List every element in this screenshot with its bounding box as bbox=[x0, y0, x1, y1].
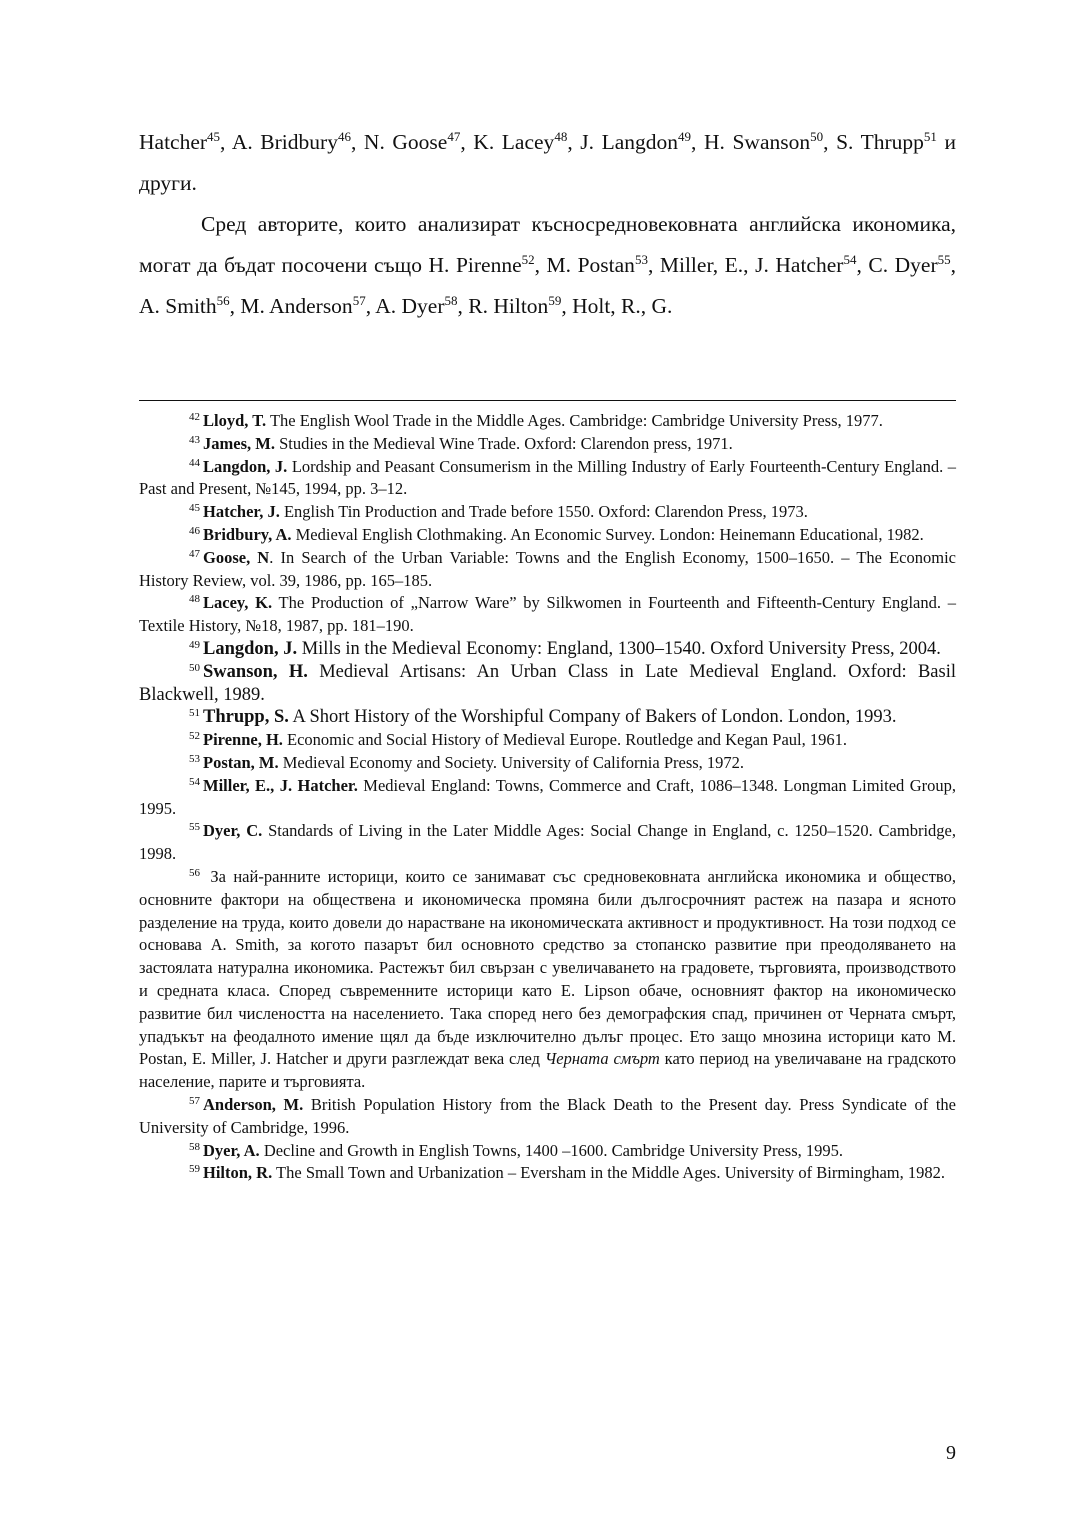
footnote-number: 43 bbox=[189, 433, 200, 446]
body-paragraph-1 bbox=[139, 122, 956, 204]
footnote-number: 53 bbox=[189, 752, 200, 765]
footnote-text: The Small Town and Urbanization – Eversham in the Middle Ages. University of Birmingham, 1982. bbox=[272, 1163, 946, 1183]
footnote-text: Lordship and Peasant Consumerism in the Milling Industry of Early Fourteenth-Century England. – Past and Present, №145, 1994, pp. 3–12. bbox=[139, 456, 956, 499]
footnote-number: 52 bbox=[189, 730, 200, 743]
footnote-author: Dyer, C. bbox=[203, 821, 263, 841]
footnote-ref: 59 bbox=[548, 293, 562, 308]
footnote-text: Mills in the Medieval Economy: England, 1300–1540. Oxford University Press, 2004. bbox=[297, 638, 941, 659]
footnote-author: Lloyd, T. bbox=[203, 411, 267, 430]
footnote-ref: 52 bbox=[521, 252, 535, 267]
footnote-43 bbox=[139, 433, 956, 456]
footnote-number: 45 bbox=[189, 502, 200, 515]
footnote-text: Standards of Living in the Later Middle Ages: Social Change in England, c. 1250–1520. Cambridge, 1998. bbox=[139, 821, 956, 864]
footnote-48 bbox=[139, 592, 956, 638]
footnote-number: 46 bbox=[189, 524, 200, 537]
footnote-author: Goose, N bbox=[203, 547, 270, 567]
footnote-52 bbox=[139, 729, 956, 752]
footnote-54 bbox=[139, 775, 956, 821]
footnote-text: Medieval England: Towns, Commerce and Craft, 1086–1348. Longman Limited Group, 1995. bbox=[139, 775, 956, 818]
footnote-50 bbox=[139, 661, 956, 707]
footnote-text-continued: като период на увеличаване на градското население, парите и търговията. bbox=[139, 1049, 956, 1092]
footnote-author: Hatcher, J. bbox=[203, 502, 280, 522]
footnote-55 bbox=[139, 820, 956, 866]
footnote-text: Medieval Artisans: An Urban Class in Late Medieval England. Oxford: Basil Blackwell, 1989. bbox=[139, 661, 956, 705]
footnote-44 bbox=[139, 456, 956, 502]
body-text-run: , R. Hilton bbox=[457, 294, 549, 318]
footnote-text: The English Wool Trade in the Middle Ages. Cambridge: Cambridge University Press, 1977. bbox=[266, 411, 883, 430]
footnote-text: Economic and Social History of Medieval Europe. Routledge and Kegan Paul, 1961. bbox=[282, 730, 847, 750]
footnote-ref: 46 bbox=[337, 129, 351, 144]
footnote-number: 48 bbox=[189, 593, 200, 606]
footnote-author: Swanson, H. bbox=[203, 661, 308, 682]
footnote-number: 49 bbox=[189, 638, 200, 651]
body-text-run: , S. Thrupp bbox=[823, 130, 924, 154]
footnote-42 bbox=[139, 410, 956, 433]
footnote-ref: 49 bbox=[678, 129, 692, 144]
footnote-author: Miller, E., J. Hatcher. bbox=[203, 775, 358, 795]
footnote-ref: 56 bbox=[216, 293, 230, 308]
footnote-text: Medieval English Clothmaking. An Economic Survey. London: Heinemann Educational, 1982. bbox=[291, 524, 924, 544]
body-text-run: , C. Dyer bbox=[856, 253, 938, 277]
footnote-text: The Production of „Narrow Ware” by Silkwomen in Fourteenth and Fifteenth-Century England. – Textile History, №18, 1987, pp. 181–190. bbox=[139, 593, 957, 636]
body-text-run: Сред авторите, които анализират късносредновековната английска икономика, могат да бъдат посочени също H. Pirenne bbox=[139, 212, 956, 277]
body-text-run: и други. bbox=[139, 130, 956, 195]
footnote-text: За най-ранните историци, които се занимават със средновековната английска икономика и общество, основните фактори на обществена и икономическа промяна били дългосрочният растеж на пазара и ясното разделение на труда, които довели до нарастване на икономическата активност и продуктивност. На този подход се основава A. Smith, за когото пазарът бил основното средство за стопанско развитие при преодоляването на застоялата натурална икономика. Растежът бил свързан с увеличаването на градовете, търговията, производството и средната класа. Според съвременните историци като E. Lipson обаче, основният фактор на икономическо развитие бил числеността на населението. Така според него без демографския спад, причинен от Черната смърт, упадъкът на феодалното имение щял да бъде изключително дълъг процес. Ето защо мнозина историци като M. Postan, E. Miller, J. Hatcher и други разглеждат века след bbox=[139, 866, 956, 1069]
footnote-45 bbox=[139, 501, 956, 524]
footnote-author: Pirenne, H. bbox=[203, 730, 283, 750]
footnote-author: Langdon, J. bbox=[203, 456, 288, 476]
body-text-run: , J. Langdon bbox=[567, 130, 679, 154]
footnote-author: Anderson, M. bbox=[203, 1094, 304, 1114]
footnote-author: Dyer, A. bbox=[203, 1140, 260, 1160]
body-text bbox=[139, 122, 956, 327]
footnote-ref: 54 bbox=[843, 252, 857, 267]
footnote-ref: 55 bbox=[937, 252, 951, 267]
body-text-run: , M. Postan bbox=[534, 253, 635, 277]
footnote-59 bbox=[139, 1162, 956, 1185]
footnote-text: Medieval Economy and Society. University of California Press, 1972. bbox=[278, 752, 745, 772]
body-paragraph-2 bbox=[139, 204, 956, 327]
footnote-number: 55 bbox=[189, 821, 200, 834]
footnote-author: Thrupp, S. bbox=[203, 707, 289, 728]
footnote-number: 42 bbox=[189, 411, 200, 423]
footnote-text: . In Search of the Urban Variable: Towns and the English Economy, 1500–1650. – The Economic History Review, vol. 39, 1986, pp. 165–185. bbox=[139, 547, 956, 590]
footnote-text: English Tin Production and Trade before 1550. Oxford: Clarendon Press, 1973. bbox=[279, 502, 808, 522]
footnote-ref: 50 bbox=[810, 129, 824, 144]
body-text-run: , H. Swanson bbox=[691, 130, 811, 154]
footnote-text: Studies in the Medieval Wine Trade. Oxford: Clarendon press, 1971. bbox=[274, 433, 733, 453]
body-text-run: , Miller, E., J. Hatcher bbox=[647, 253, 844, 277]
footnote-49 bbox=[139, 638, 956, 661]
body-text-run: , A. Dyer bbox=[365, 294, 445, 318]
footnote-ref: 57 bbox=[352, 293, 366, 308]
footnote-47 bbox=[139, 547, 956, 593]
footnote-57 bbox=[139, 1094, 956, 1140]
footnote-text: A Short History of the Worshipful Company of Bakers of London. London, 1993. bbox=[288, 707, 897, 728]
footnote-number: 44 bbox=[189, 456, 200, 469]
footnote-number: 59 bbox=[189, 1163, 200, 1176]
footnote-text: British Population History from the Black Death to the Present day. Press Syndicate of the University of Cambridge, 1996. bbox=[139, 1094, 956, 1137]
footnote-number: 58 bbox=[189, 1140, 200, 1153]
footnote-ref: 53 bbox=[634, 252, 648, 267]
body-text-run: , A. Bridbury bbox=[220, 130, 338, 154]
body-text-run: Hatcher bbox=[139, 130, 208, 154]
body-text-run: , M. Anderson bbox=[229, 294, 353, 318]
body-text-run: , Holt, R., G. bbox=[561, 294, 673, 318]
footnote-56 bbox=[139, 866, 956, 1094]
footnote-46 bbox=[139, 524, 956, 547]
footnote-ref: 45 bbox=[207, 129, 221, 144]
footnotes bbox=[139, 410, 956, 1185]
footnote-ref: 58 bbox=[444, 293, 458, 308]
footnote-author: Lacey, K. bbox=[203, 593, 273, 613]
footnote-number: 50 bbox=[189, 661, 200, 674]
body-text-run: , N. Goose bbox=[350, 130, 448, 154]
footnote-number: 47 bbox=[189, 547, 200, 560]
footnote-ref: 47 bbox=[447, 129, 461, 144]
footnote-author: Postan, M. bbox=[203, 752, 279, 772]
page-number: 9 bbox=[946, 1442, 956, 1464]
footnote-author: Hilton, R. bbox=[203, 1163, 273, 1183]
footnote-author: James, M. bbox=[203, 433, 275, 453]
footnote-text: Decline and Growth in English Towns, 1400 –1600. Cambridge University Press, 1995. bbox=[259, 1140, 844, 1160]
footnote-number: 51 bbox=[189, 707, 200, 720]
footnote-53 bbox=[139, 752, 956, 775]
footnote-51 bbox=[139, 706, 956, 729]
body-text-run: , A. Smith bbox=[139, 253, 956, 318]
footnote-ref: 51 bbox=[923, 129, 937, 144]
footnote-author: Bridbury, A. bbox=[203, 524, 292, 544]
body-text-run: , K. Lacey bbox=[460, 130, 555, 154]
footnote-italic-term: Черната смърт bbox=[544, 1049, 660, 1069]
footnote-author: Langdon, J. bbox=[203, 638, 298, 659]
footnote-58 bbox=[139, 1140, 956, 1163]
footnote-number: 54 bbox=[189, 775, 200, 788]
footnote-number: 56 bbox=[189, 866, 200, 879]
footnote-number: 57 bbox=[189, 1094, 200, 1107]
footnote-separator bbox=[139, 400, 956, 401]
footnote-ref: 48 bbox=[554, 129, 568, 144]
